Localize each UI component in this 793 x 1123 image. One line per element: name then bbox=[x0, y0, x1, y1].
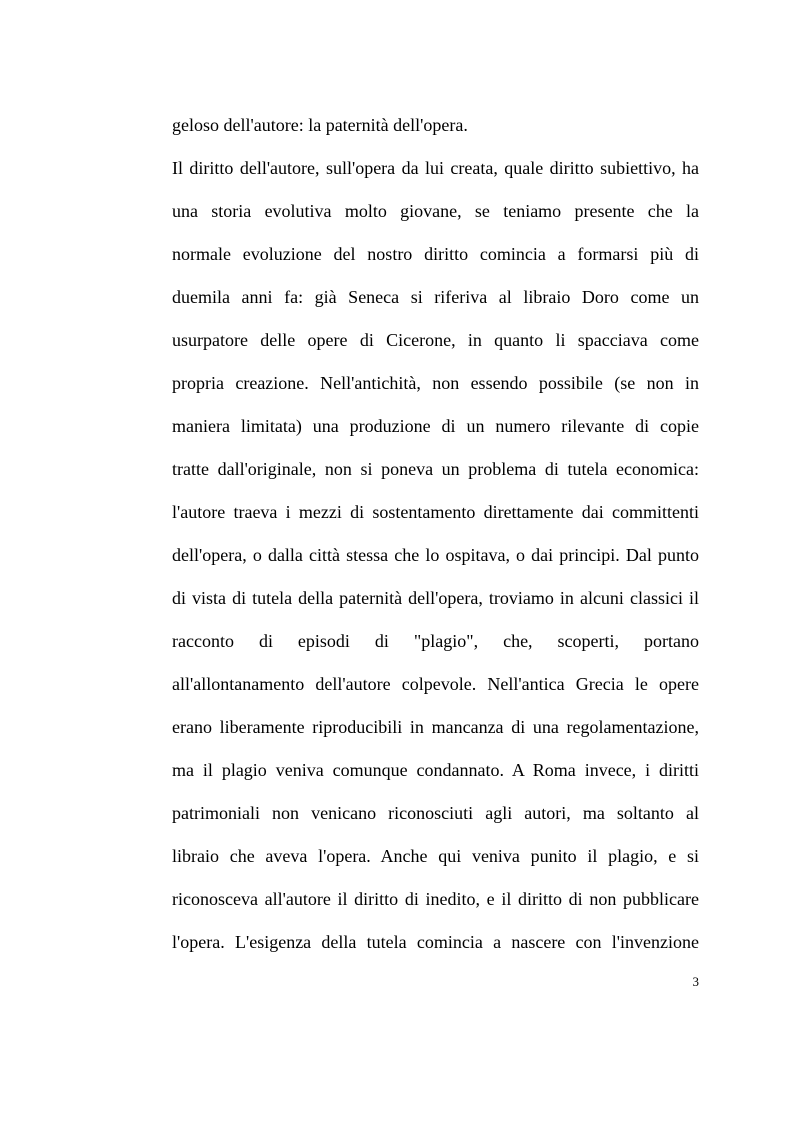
text-line: dell'opera, o dalla città stessa che lo ospitava, o dai principi. Dal punto bbox=[172, 545, 699, 565]
body-text bbox=[172, 110, 699, 970]
text-line: erano liberamente riproducibili in mancanza di una regolamentazione, bbox=[172, 717, 699, 737]
text-line: l'autore traeva i mezzi di sostentamento direttamente dai committenti bbox=[172, 502, 699, 522]
text-line: Il diritto dell'autore, sull'opera da lui creata, quale diritto subiettivo, ha bbox=[172, 158, 699, 178]
page-number: 3 bbox=[692, 974, 699, 989]
text-line: ma il plagio veniva comunque condannato. A Roma invece, i diritti bbox=[172, 760, 699, 780]
text-line: tratte dall'originale, non si poneva un problema di tutela economica: bbox=[172, 459, 699, 479]
text-line: racconto di episodi di "plagio", che, scoperti, portano bbox=[172, 631, 699, 651]
text-line: geloso dell'autore: la paternità dell'opera. bbox=[172, 115, 468, 135]
text-line: patrimoniali non venicano riconosciuti agli autori, ma soltanto al bbox=[172, 803, 699, 823]
text-line: all'allontanamento dell'autore colpevole. Nell'antica Grecia le opere bbox=[172, 674, 699, 694]
text-line: propria creazione. Nell'antichità, non essendo possibile (se non in bbox=[172, 373, 699, 393]
text-line: una storia evolutiva molto giovane, se teniamo presente che la bbox=[172, 201, 699, 221]
text-line: libraio che aveva l'opera. Anche qui veniva punito il plagio, e si bbox=[172, 846, 699, 866]
text-line: normale evoluzione del nostro diritto comincia a formarsi più di bbox=[172, 244, 699, 264]
text-line: l'opera. L'esigenza della tutela comincia a nascere con l'invenzione bbox=[172, 932, 699, 952]
text-line: di vista di tutela della paternità dell'opera, troviamo in alcuni classici il bbox=[172, 588, 699, 608]
text-line: duemila anni fa: già Seneca si riferiva al libraio Doro come un bbox=[172, 287, 699, 307]
text-line: riconosceva all'autore il diritto di inedito, e il diritto di non pubblicare bbox=[172, 889, 699, 909]
text-line: maniera limitata) una produzione di un numero rilevante di copie bbox=[172, 416, 699, 436]
text-line: usurpatore delle opere di Cicerone, in quanto li spacciava come bbox=[172, 330, 699, 350]
